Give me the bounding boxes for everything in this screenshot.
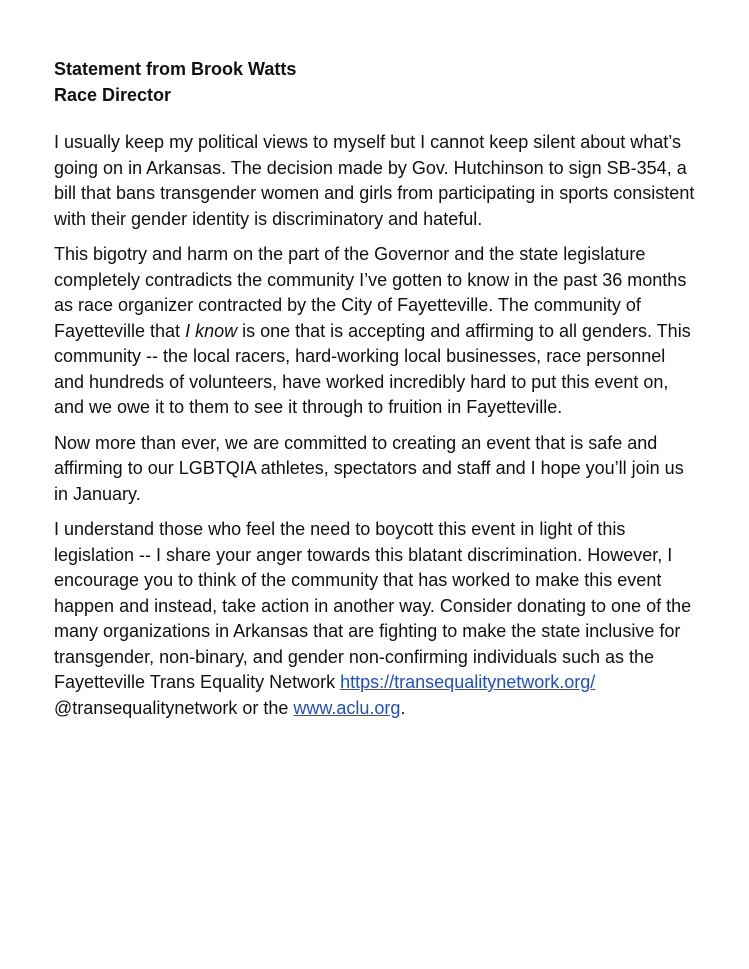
paragraph-4-end: . [400,697,406,718]
paragraph-4 [54,517,699,721]
transequality-link[interactable]: https://transequalitynetwork.org/ [340,672,596,692]
paragraph-2 [54,242,699,421]
paragraph-2-text-before: This bigotry and harm on the part of the Governor and the state legislature completely contradicts the community I’ve gotten to know in the past 36 months as race organizer contracted by the City of Fayetteville. The community of Fayetteville that [54,244,687,341]
statement-subtitle: Race Director [54,85,172,105]
paragraph-1: I usually keep my political views to myself but I cannot keep silent about what’s going on in Arkansas. The decision made by Gov. Hutchinson to sign SB-354, a bill that bans transgender women and girls from participating in sports consistent with their gender identity is discriminatory and hateful. [54,132,695,229]
paragraph-4-middle: @transequalitynetwork or the [54,697,294,718]
aclu-link[interactable]: www.aclu.org [293,697,401,718]
paragraph-2-text-after: is one that is accepting and affirming to all genders. This community -- the local racers, hard-working local businesses, race personnel and hundreds of volunteers, have worked incredibly hard to put this event on, and we owe it to them to see it through to fruition in Fayetteville. [54,320,691,417]
paragraph-4-text: I understand those who feel the need to boycott this event in light of this legislation -- I share your anger towards this blatant discrimination. However, I encourage you to think of the community that has worked to make this event happen and instead, take action in another way. Consider donating to one of the many organizations in Arkansas that are fighting to make the state inclusive for transgender, non-binary, and gender non-confirming individuals such as the Fayetteville Trans Equality Network [54,519,692,692]
paragraph-2-emphasis: I know [185,320,238,341]
statement-title: Statement from Brook Watts [54,59,297,79]
statement-heading [54,56,699,108]
paragraph-3: Now more than ever, we are committed to creating an event that is safe and affirming to our LGBTQIA athletes, spectators and staff and I hope you’ll join us in January. [54,432,684,504]
